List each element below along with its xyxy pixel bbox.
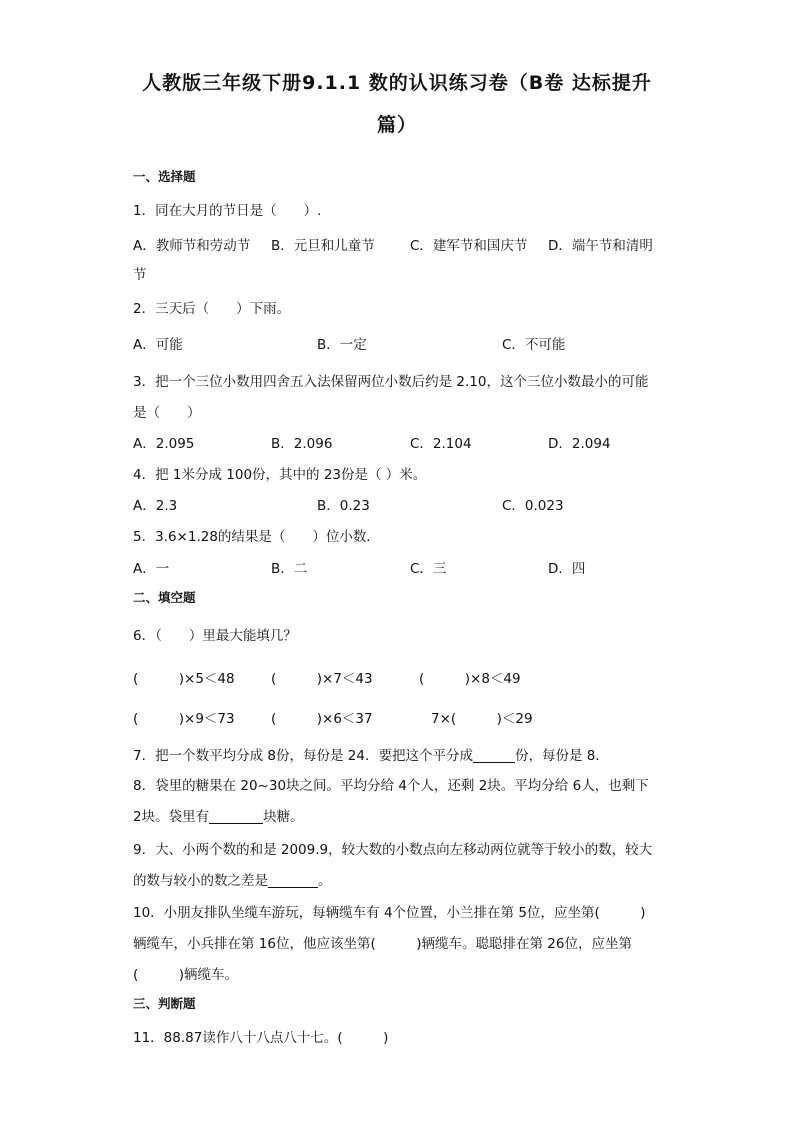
question-1-option-c: C．建军节和国庆节	[410, 238, 528, 254]
question-7-text-b: 份，每份是 8．	[514, 748, 609, 764]
question-1-stem: 1．同在大月的节日是（ ）.	[133, 203, 322, 219]
question-1-option-b: B．元旦和儿童节	[271, 238, 375, 254]
question-3-option-a: A．2.095	[133, 436, 195, 452]
question-7-text-a: 7．把一个数平均分成 8份，每份是 24．要把这个平分成	[133, 748, 473, 764]
question-1-option-d: D．端午节和清明	[548, 238, 653, 254]
question-2-option-a: A．可能	[133, 337, 183, 353]
question-10-line-2: 辆缆车，小兵排在第 16位，他应该坐第( )辆缆车。聪聪排在第 26位，应坐第	[133, 936, 632, 952]
question-5-option-b: B．二	[271, 561, 308, 577]
question-9-line-1: 9．大、小两个数的和是 2009.9，较大数的小数点向左移动两位就等于较小的数，较大	[133, 842, 653, 858]
question-2-option-c: C．不可能	[502, 337, 566, 353]
question-6-item: ( )×9＜73	[133, 711, 235, 727]
question-1-option-d-wrap: 节	[133, 267, 147, 283]
question-8-line-2	[133, 805, 304, 825]
answer-blank[interactable]	[473, 748, 515, 763]
question-3-option-b: B．2.096	[271, 436, 333, 452]
question-1-option-a: A．教师节和劳动节	[133, 238, 251, 254]
question-4-stem: 4．把 1米分成 100份，其中的 23份是（ ）米。	[133, 467, 427, 483]
question-2-option-b: B．一定	[317, 337, 367, 353]
worksheet-title: 人教版三年级下册9.1.1 数的认识练习卷（B卷 达标提升	[142, 72, 652, 94]
section-heading-choice: 一、选择题	[133, 169, 196, 184]
question-8-line-1: 8．袋里的糖果在 20~30块之间。平均分给 4个人，还剩 2块。平均分给 6人，也剩下	[133, 778, 649, 794]
question-2-stem: 2．三天后（ ）下雨。	[133, 301, 291, 317]
question-8-text-a: 2块。袋里有	[133, 809, 210, 825]
question-5-option-c: C．三	[410, 561, 447, 577]
question-6-item: ( )×7＜43	[271, 671, 373, 687]
question-6-stem: 6．（ ）里最大能填几？	[133, 628, 297, 644]
question-9-line-2	[133, 869, 332, 889]
question-6-item: 7×( )＜29	[431, 711, 533, 727]
section-heading-judge: 三、判断题	[133, 996, 196, 1011]
question-3-option-d: D．2.094	[548, 436, 611, 452]
question-7	[133, 744, 609, 764]
question-4-option-c: C．0.023	[502, 498, 564, 514]
question-6-item: ( )×5＜48	[133, 671, 235, 687]
answer-blank[interactable]	[268, 873, 318, 888]
question-5-stem: 5．3.6×1.28的结果是（ ）位小数．	[133, 529, 380, 545]
question-4-option-b: B．0.23	[317, 498, 370, 514]
question-5-option-a: A．一	[133, 561, 170, 577]
question-8-text-b: 块糖。	[263, 809, 304, 825]
question-3-stem-wrap: 是（ ）	[133, 405, 201, 421]
section-heading-fill: 二、填空题	[133, 590, 196, 605]
answer-blank[interactable]	[209, 809, 263, 824]
question-9-text-a: 的数与较小的数之差是	[133, 873, 268, 889]
question-4-option-a: A．2.3	[133, 498, 178, 514]
question-10-line-1: 10．小朋友排队坐缆车游玩，每辆缆车有 4个位置，小兰排在第 5位，应坐第( )	[133, 905, 646, 921]
question-10-line-3: ( )辆缆车。	[133, 967, 239, 983]
question-5-option-d: D．四	[548, 561, 586, 577]
question-3-option-c: C．2.104	[410, 436, 472, 452]
question-11-stem: 11．88.87读作八十八点八十七。( )	[133, 1030, 389, 1046]
worksheet-title-continued: 篇）	[376, 114, 417, 136]
question-6-item: ( )×6＜37	[271, 711, 373, 727]
question-6-item: ( )×8＜49	[419, 671, 521, 687]
question-9-text-b: 。	[318, 873, 332, 889]
question-3-stem: 3．把一个三位小数用四舍五入法保留两位小数后约是 2.10，这个三位小数最小的可能	[133, 374, 649, 390]
